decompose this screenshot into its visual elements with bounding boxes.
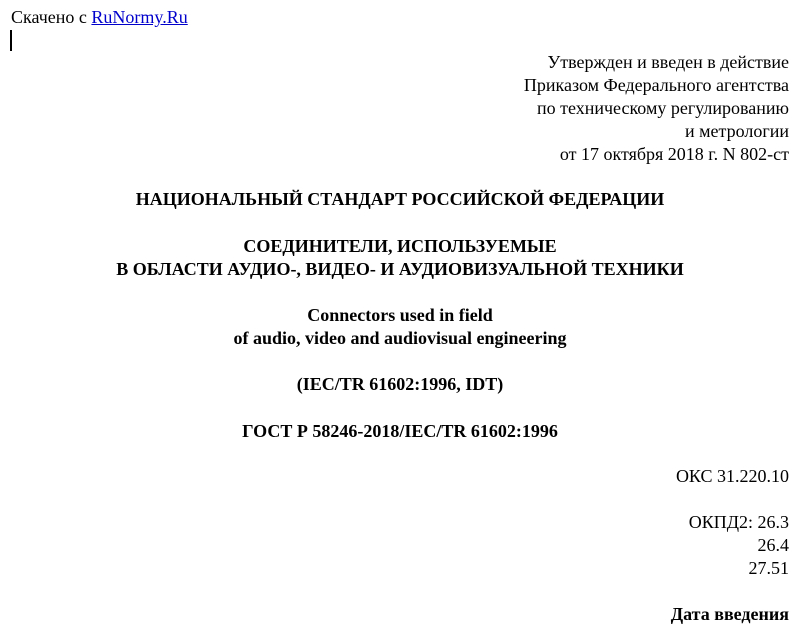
approval-line: по техническому регулированию <box>536 98 789 118</box>
okpd-block <box>689 511 789 580</box>
russian-title-line: СОЕДИНИТЕЛИ, ИСПОЛЬЗУЕМЫЕ <box>243 236 557 256</box>
source-line <box>11 6 188 29</box>
iec-reference: (IEC/TR 61602:1996, IDT) <box>296 374 504 394</box>
source-prefix: Скачено с <box>11 7 92 27</box>
text-cursor <box>10 30 12 51</box>
standard-heading: НАЦИОНАЛЬНЫЙ СТАНДАРТ РОССИЙСКОЙ ФЕДЕРАЦИИ <box>135 189 665 209</box>
standard-heading-block <box>0 188 800 211</box>
english-title-line: of audio, video and audiovisual engineering <box>233 328 567 348</box>
gost-number-block <box>0 420 800 443</box>
approval-line: и метрологии <box>685 121 789 141</box>
okpd-line: 27.51 <box>748 558 789 578</box>
approval-line: от 17 октября 2018 г. N 802-ст <box>559 144 789 164</box>
english-title-line: Connectors used in field <box>307 305 493 325</box>
okpd-line: 26.4 <box>757 535 789 555</box>
gost-number: ГОСТ Р 58246-2018/IEC/TR 61602:1996 <box>242 421 558 441</box>
approval-block <box>524 51 789 166</box>
approval-line: Приказом Федерального агентства <box>523 75 789 95</box>
russian-title-block <box>0 235 800 281</box>
oks-block <box>676 465 789 488</box>
okpd-line: ОКПД2: 26.3 <box>688 512 789 532</box>
approval-line: Утвержден и введен в действие <box>547 52 789 72</box>
runormy-link[interactable]: RuNormy.Ru <box>91 7 188 27</box>
english-title-block <box>0 304 800 350</box>
intro-date-label: Дата введения <box>670 604 789 624</box>
russian-title-line: В ОБЛАСТИ АУДИО-, ВИДЕО- И АУДИОВИЗУАЛЬНОЙ ТЕХНИКИ <box>116 259 684 279</box>
iec-reference-block <box>0 373 800 396</box>
oks-code: ОКС 31.220.10 <box>675 466 789 486</box>
